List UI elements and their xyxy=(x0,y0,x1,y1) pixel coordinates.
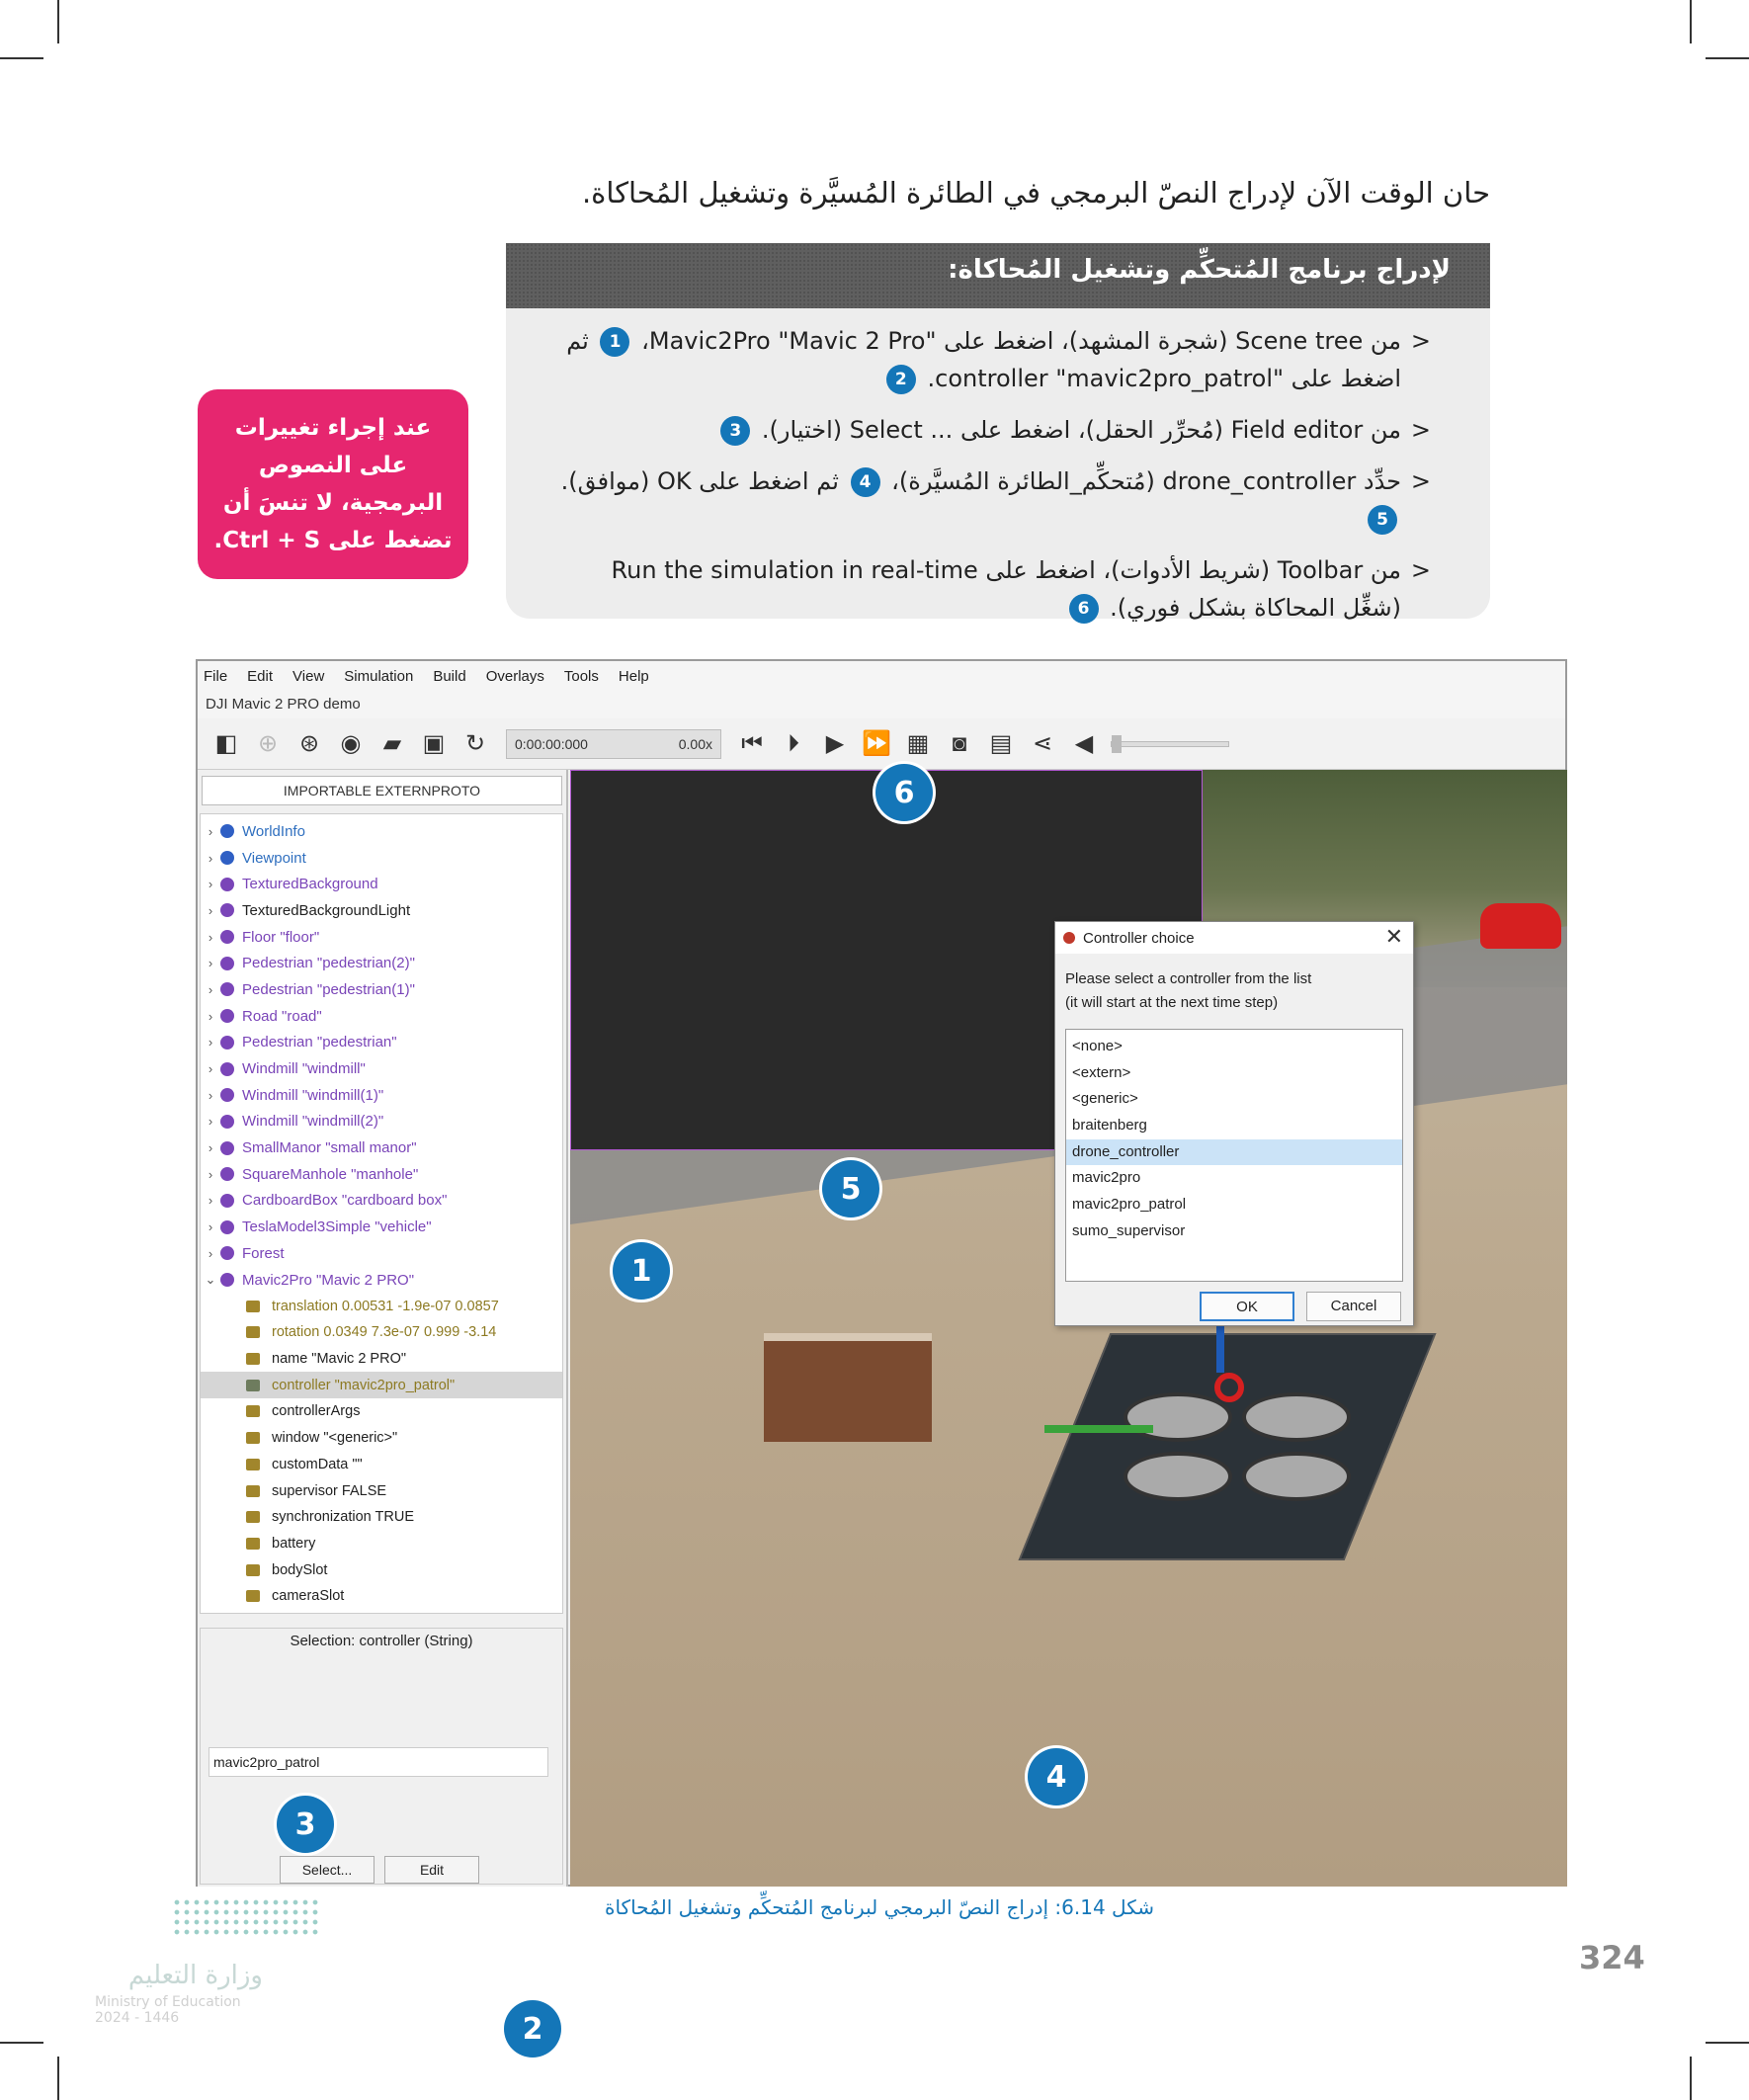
reset-simulation-icon[interactable]: ⏮ xyxy=(741,729,763,757)
drone xyxy=(1124,1392,1351,1521)
menu-overlays[interactable]: Overlays xyxy=(485,667,544,685)
field-icon xyxy=(246,1405,260,1417)
instruction-step: < من Field editor (مُحرِّر الحقل)، اضغط على ... Select (اختيار). 3 xyxy=(555,411,1431,449)
step-number-badge: 2 xyxy=(886,365,916,394)
expand-arrow-icon[interactable]: › xyxy=(208,1114,213,1130)
crop-mark xyxy=(1706,57,1749,59)
node-ball-icon xyxy=(220,824,234,838)
tree-node[interactable]: › WorldInfo xyxy=(201,818,562,845)
rotor xyxy=(1124,1392,1232,1442)
reload-world-icon[interactable]: ↻ xyxy=(464,730,486,757)
field-row[interactable]: synchronization TRUE xyxy=(201,1504,562,1531)
controller-choice-dialog xyxy=(1054,921,1414,1326)
select-button[interactable]: Select... xyxy=(280,1856,375,1884)
field-icon xyxy=(246,1380,260,1391)
node-ball-icon xyxy=(220,1036,234,1050)
webots-bug-icon xyxy=(1063,932,1075,944)
rotor xyxy=(1242,1452,1351,1501)
controller-option[interactable]: sumo_supervisor xyxy=(1072,1221,1186,1239)
speed-readout: 0.00x xyxy=(678,735,712,752)
step-number-badge: 1 xyxy=(600,327,629,357)
run-realtime-icon[interactable]: ▶ xyxy=(825,730,845,757)
ministry-english: Ministry of Education xyxy=(95,1994,241,2010)
expand-arrow-icon[interactable]: › xyxy=(208,1061,213,1077)
tree-node[interactable]: › TeslaModel3Simple "vehicle" xyxy=(201,1214,562,1240)
menu-simulation[interactable]: Simulation xyxy=(344,667,414,685)
menu-edit[interactable]: Edit xyxy=(247,667,274,685)
callout-3: 3 xyxy=(277,1796,334,1853)
tree-node[interactable]: › Windmill "windmill(2)" xyxy=(201,1109,562,1135)
field-icon xyxy=(246,1538,260,1550)
simulation-time-display: 0:00:00:000 0.00x xyxy=(506,729,721,759)
expand-arrow-icon[interactable]: › xyxy=(208,1087,213,1103)
instructions-heading: لإدراج برنامج المُتحكِّم وتشغيل المُحاكاة: xyxy=(506,243,1490,308)
importable-externproto-button[interactable]: IMPORTABLE EXTERNPROTO xyxy=(202,776,562,805)
expand-arrow-icon[interactable]: › xyxy=(208,902,213,918)
node-ball-icon xyxy=(220,982,234,996)
step-number-badge: 6 xyxy=(1069,594,1099,624)
tree-node[interactable]: › Pedestrian "pedestrian" xyxy=(201,1030,562,1056)
cardboard-box xyxy=(764,1333,932,1442)
controller-option[interactable]: <generic> xyxy=(1072,1090,1138,1108)
node-ball-icon xyxy=(220,1009,234,1023)
expand-arrow-icon[interactable]: › xyxy=(208,956,213,971)
controller-option[interactable]: mavic2pro xyxy=(1072,1169,1141,1187)
node-ball-icon xyxy=(220,1062,234,1076)
ministry-dots-emblem xyxy=(172,1897,320,1937)
rotor xyxy=(1242,1392,1351,1442)
step-number-badge: 3 xyxy=(720,416,750,446)
volume-slider[interactable] xyxy=(1111,741,1229,747)
expand-arrow-icon[interactable]: › xyxy=(208,1193,213,1209)
tree-node[interactable]: › Floor "floor" xyxy=(201,924,562,951)
controller-option[interactable]: braitenberg xyxy=(1072,1117,1147,1134)
field-icon xyxy=(246,1301,260,1312)
share-icon[interactable]: ⋖ xyxy=(1032,730,1053,757)
tree-node[interactable]: › TexturedBackgroundLight xyxy=(201,897,562,924)
field-icon xyxy=(246,1353,260,1365)
field-icon xyxy=(246,1564,260,1576)
callout-1: 1 xyxy=(613,1242,670,1300)
crop-mark xyxy=(1690,2057,1692,2100)
field-row[interactable]: translation 0.00531 -1.9e-07 0.0857 xyxy=(201,1293,562,1319)
expand-arrow-icon[interactable]: › xyxy=(208,1245,213,1261)
controller-option[interactable]: mavic2pro_patrol xyxy=(1072,1196,1187,1214)
tree-node[interactable]: › SquareManhole "manhole" xyxy=(201,1161,562,1188)
collapse-arrow-icon[interactable]: ⌄ xyxy=(205,1272,216,1288)
volume-icon[interactable]: ◀ xyxy=(1074,730,1094,757)
field-row-controller[interactable]: controller "mavic2pro_patrol" xyxy=(201,1372,562,1398)
callout-4: 4 xyxy=(1028,1748,1085,1806)
instruction-step: < من Toolbar (شريط الأدوات)، اضغط على Run the simulation in real-time (شغِّل المحاكاة بشكل فوري). 6 xyxy=(555,551,1431,627)
red-car xyxy=(1480,903,1561,949)
ok-button[interactable]: OK xyxy=(1200,1292,1294,1321)
figure-caption: شكل 6.14: إدراج النصّ البرمجي لبرنامج المُتحكِّم وتشغيل المُحاكاة xyxy=(604,1895,1155,1919)
expand-arrow-icon[interactable]: › xyxy=(208,1008,213,1024)
save-world-icon[interactable]: ▣ xyxy=(422,730,446,757)
expand-arrow-icon[interactable]: › xyxy=(208,823,213,839)
node-ball-icon xyxy=(220,878,234,891)
node-ball-icon xyxy=(220,930,234,944)
field-icon xyxy=(246,1326,260,1338)
crop-mark xyxy=(1690,0,1692,43)
dialog-title-bar xyxy=(1055,922,1413,954)
step-number-badge: 5 xyxy=(1368,505,1397,535)
tree-node[interactable]: › Pedestrian "pedestrian(1)" xyxy=(201,976,562,1003)
controller-option[interactable]: <extern> xyxy=(1072,1063,1131,1081)
intro-text: حان الوقت الآن لإدراج النصّ البرمجي في الطائرة المُسيَّرة وتشغيل المُحاكاة. xyxy=(581,176,1490,210)
instructions-list xyxy=(506,308,1490,627)
open-world-icon[interactable]: ▰ xyxy=(382,730,402,757)
3d-viewport[interactable] xyxy=(570,770,1567,1887)
y-axis-handle[interactable] xyxy=(1044,1425,1153,1433)
instruction-step: < من Scene tree (شجرة المشهد)، اضغط على "Mavic2Pro "Mavic 2 Pro، 1 ثم اضغط على "controller "mavic2pro_patrol. 2 xyxy=(555,322,1431,397)
crop-mark xyxy=(0,57,43,59)
tree-node[interactable]: › SmallManor "small manor" xyxy=(201,1134,562,1161)
node-ball-icon xyxy=(220,1194,234,1208)
ministry-year: 2024 - 1446 xyxy=(95,2010,180,2026)
node-ball-icon xyxy=(220,1088,234,1102)
menu-view[interactable]: View xyxy=(292,667,325,685)
follow-object-icon[interactable]: ⊛ xyxy=(298,730,320,757)
field-icon xyxy=(246,1511,260,1523)
menu-help[interactable]: Help xyxy=(618,667,649,685)
field-row[interactable]: supervisor FALSE xyxy=(201,1477,562,1504)
controller-option-selected[interactable]: drone_controller xyxy=(1066,1139,1402,1166)
tree-node[interactable]: › Pedestrian "pedestrian(2)" xyxy=(201,950,562,976)
field-row[interactable]: window "<generic>" xyxy=(201,1425,562,1452)
menu-build[interactable]: Build xyxy=(433,667,466,685)
expand-arrow-icon[interactable]: › xyxy=(208,1166,213,1182)
node-ball-icon xyxy=(220,903,234,917)
node-ball-icon xyxy=(220,1246,234,1260)
tree-node[interactable]: › Forest xyxy=(201,1240,562,1267)
toolbar xyxy=(198,718,1565,770)
node-ball-icon xyxy=(220,957,234,970)
menu-tools[interactable]: Tools xyxy=(563,667,599,685)
fast-forward-icon[interactable]: ⏩ xyxy=(862,730,891,757)
scene-tree-panel xyxy=(198,770,568,1887)
scene-tree xyxy=(200,813,563,1614)
ministry-logo xyxy=(95,1897,263,2026)
tree-node[interactable]: › Road "road" xyxy=(201,1003,562,1030)
field-icon xyxy=(246,1590,260,1602)
controller-list xyxy=(1065,1029,1403,1282)
eye-icon[interactable]: ◉ xyxy=(340,730,362,757)
instructions-box xyxy=(506,243,1490,622)
rotor xyxy=(1124,1452,1232,1501)
field-row[interactable]: controllerArgs xyxy=(201,1398,562,1425)
field-row[interactable]: bodySlot xyxy=(201,1556,562,1583)
callout-6: 6 xyxy=(875,764,933,821)
node-ball-icon xyxy=(220,851,234,865)
selection-label: Selection: controller (String) xyxy=(290,1633,473,1649)
expand-arrow-icon[interactable]: › xyxy=(208,1140,213,1156)
field-row[interactable]: cameraSlot xyxy=(201,1583,562,1610)
tree-node[interactable]: › Windmill "windmill" xyxy=(201,1055,562,1082)
dialog-message: Please select a controller from the list (it will start at the next time step) xyxy=(1065,970,1312,1011)
node-ball-icon xyxy=(220,1273,234,1287)
node-ball-icon xyxy=(220,1167,234,1181)
record-movie-icon[interactable]: ▤ xyxy=(989,730,1013,757)
crop-mark xyxy=(57,0,59,43)
rendering-icon[interactable]: ▦ xyxy=(906,730,930,757)
controller-value-input[interactable]: mavic2pro_patrol xyxy=(208,1747,548,1777)
field-icon xyxy=(246,1459,260,1470)
expand-arrow-icon[interactable]: › xyxy=(208,1035,213,1050)
window-title: DJI Mavic 2 PRO demo xyxy=(198,691,1565,718)
page-number: 324 xyxy=(1579,1939,1645,1976)
field-icon xyxy=(246,1485,260,1497)
node-ball-icon xyxy=(220,1115,234,1129)
menu-bar xyxy=(198,661,1565,691)
tree-node[interactable]: › TexturedBackground xyxy=(201,871,562,897)
callout-2: 2 xyxy=(504,2000,561,2058)
step-icon[interactable]: ⏵ xyxy=(788,729,799,757)
dialog-title: Controller choice xyxy=(1083,929,1195,947)
field-row[interactable]: battery xyxy=(201,1531,562,1557)
field-row[interactable]: name "Mavic 2 PRO" xyxy=(201,1346,562,1373)
callout-5: 5 xyxy=(822,1160,879,1218)
expand-arrow-icon[interactable]: › xyxy=(208,877,213,892)
edit-button[interactable]: Edit xyxy=(384,1856,479,1884)
cancel-button[interactable]: Cancel xyxy=(1306,1292,1401,1321)
controller-option[interactable]: <none> xyxy=(1072,1038,1123,1054)
tree-node-mavic2pro[interactable]: ⌄ Mavic2Pro "Mavic 2 PRO" xyxy=(201,1267,562,1294)
field-editor-panel xyxy=(200,1628,563,1885)
screenshot-icon[interactable]: ◙ xyxy=(952,729,967,757)
field-icon xyxy=(246,1432,260,1444)
ministry-arabic: وزارة التعليم xyxy=(127,1961,263,1990)
crop-mark xyxy=(0,2042,43,2044)
instruction-step: < حدِّد drone_controller (مُتحكِّم_الطائرة المُسيَّرة)، 4 ثم اضغط على OK (موافق). 5 xyxy=(555,462,1431,538)
tree-node[interactable]: › Windmill "windmill(1)" xyxy=(201,1082,562,1109)
step-number-badge: 4 xyxy=(851,467,880,497)
tree-node[interactable]: › CardboardBox "cardboard box" xyxy=(201,1188,562,1215)
tip-note: عند إجراء تغييرات على النصوص البرمجية، لا تنسَ أن تضغط على Ctrl + S. xyxy=(198,389,468,579)
node-ball-icon xyxy=(220,1141,234,1155)
expand-arrow-icon[interactable]: › xyxy=(208,929,213,945)
expand-arrow-icon[interactable]: › xyxy=(208,1219,213,1235)
rotation-handle[interactable] xyxy=(1214,1373,1244,1402)
field-row[interactable]: customData "" xyxy=(201,1452,562,1478)
tree-node[interactable]: › Viewpoint xyxy=(201,845,562,872)
scene-tree-toggle-icon[interactable]: ◧ xyxy=(214,730,238,757)
node-ball-icon xyxy=(220,1220,234,1234)
expand-arrow-icon[interactable]: › xyxy=(208,981,213,997)
crop-mark xyxy=(1706,2042,1749,2044)
expand-arrow-icon[interactable]: › xyxy=(208,850,213,866)
crop-mark xyxy=(57,2057,59,2100)
close-icon[interactable]: ✕ xyxy=(1384,924,1403,949)
menu-file[interactable]: File xyxy=(204,667,228,685)
field-row[interactable]: rotation 0.0349 7.3e-07 0.999 -3.14 xyxy=(201,1319,562,1346)
add-node-icon[interactable]: ⊕ xyxy=(257,730,279,757)
